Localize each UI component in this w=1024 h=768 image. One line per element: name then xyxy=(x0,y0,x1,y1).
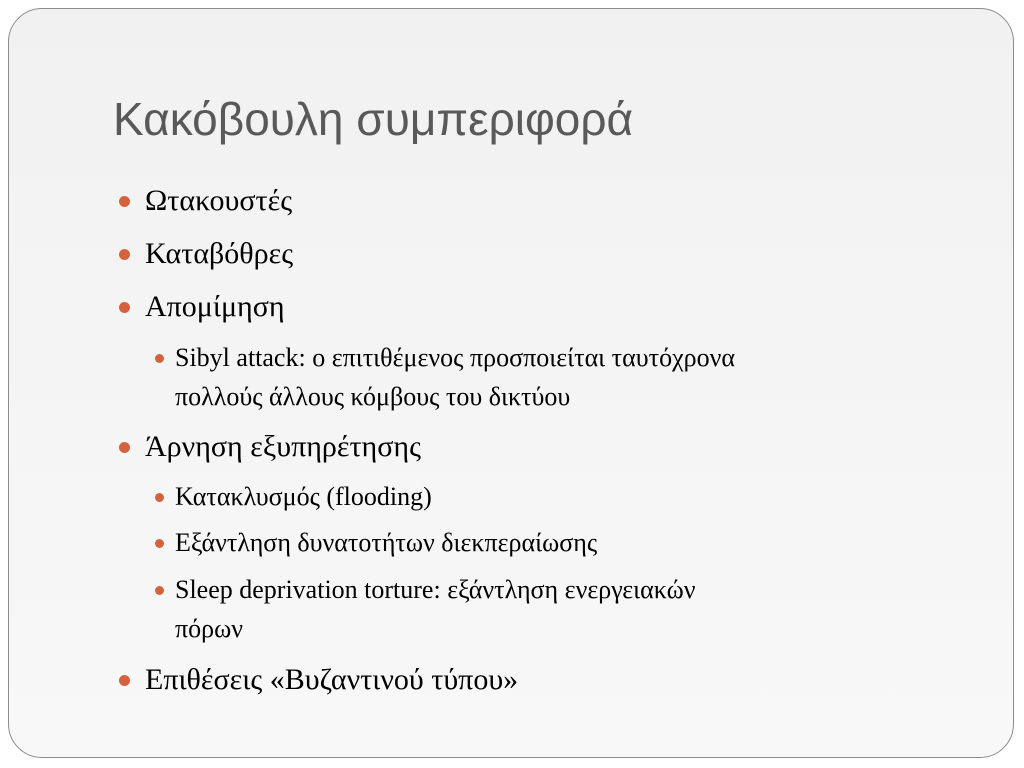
bullet-item-sinkholes xyxy=(145,236,293,272)
sub-bullet-dot-icon xyxy=(155,493,164,502)
bullet-item-denial-of-service xyxy=(145,429,421,465)
bullet-text: Απομίμηση xyxy=(145,290,285,323)
bullet-dot-icon xyxy=(119,196,130,207)
bullet-item-impersonation xyxy=(145,289,285,325)
bullet-dot-icon xyxy=(119,302,130,313)
bullet-text-line-1: Sibyl attack: ο επιτιθέμενος προσποιείται ταυτόχρονα xyxy=(175,343,735,372)
bullet-text: Ωτακουστές xyxy=(145,184,293,217)
sub-bullet-dot-icon xyxy=(155,586,164,595)
bullet-text: Άρνηση εξυπηρέτησης xyxy=(145,430,421,463)
sub-bullet-item-sleep-deprivation xyxy=(175,570,696,648)
bullet-text-line-1: Sleep deprivation torture: εξάντληση ενεργειακών xyxy=(175,575,696,604)
slide xyxy=(8,8,1014,758)
sub-bullet-dot-icon xyxy=(155,539,164,548)
sub-bullet-item-sybil-attack xyxy=(175,338,735,416)
bullet-item-byzantine-attacks xyxy=(145,662,518,698)
bullet-text: Επιθέσεις «Βυζαντινού τύπου» xyxy=(145,663,519,696)
bullet-text-line-2: πόρων xyxy=(175,614,243,643)
bullet-dot-icon xyxy=(119,675,130,686)
bullet-dot-icon xyxy=(119,442,130,453)
bullet-item-eavesdroppers xyxy=(145,183,292,219)
bullet-text: Καταβόθρες xyxy=(145,237,294,270)
sub-bullet-item-flooding xyxy=(175,477,432,516)
slide-title: Κακόβουλη συμπεριφορά xyxy=(113,93,634,145)
sub-bullet-item-processing-exhaustion xyxy=(175,523,597,562)
bullet-text-line-2: πολλούς άλλους κόμβους του δικτύου xyxy=(175,382,571,411)
slide-content xyxy=(9,9,1013,757)
sub-bullet-dot-icon xyxy=(155,354,164,363)
bullet-text: Εξάντληση δυνατοτήτων διεκπεραίωσης xyxy=(175,528,598,557)
bullet-text: Κατακλυσμός (flooding) xyxy=(175,482,432,511)
bullet-dot-icon xyxy=(119,249,130,260)
